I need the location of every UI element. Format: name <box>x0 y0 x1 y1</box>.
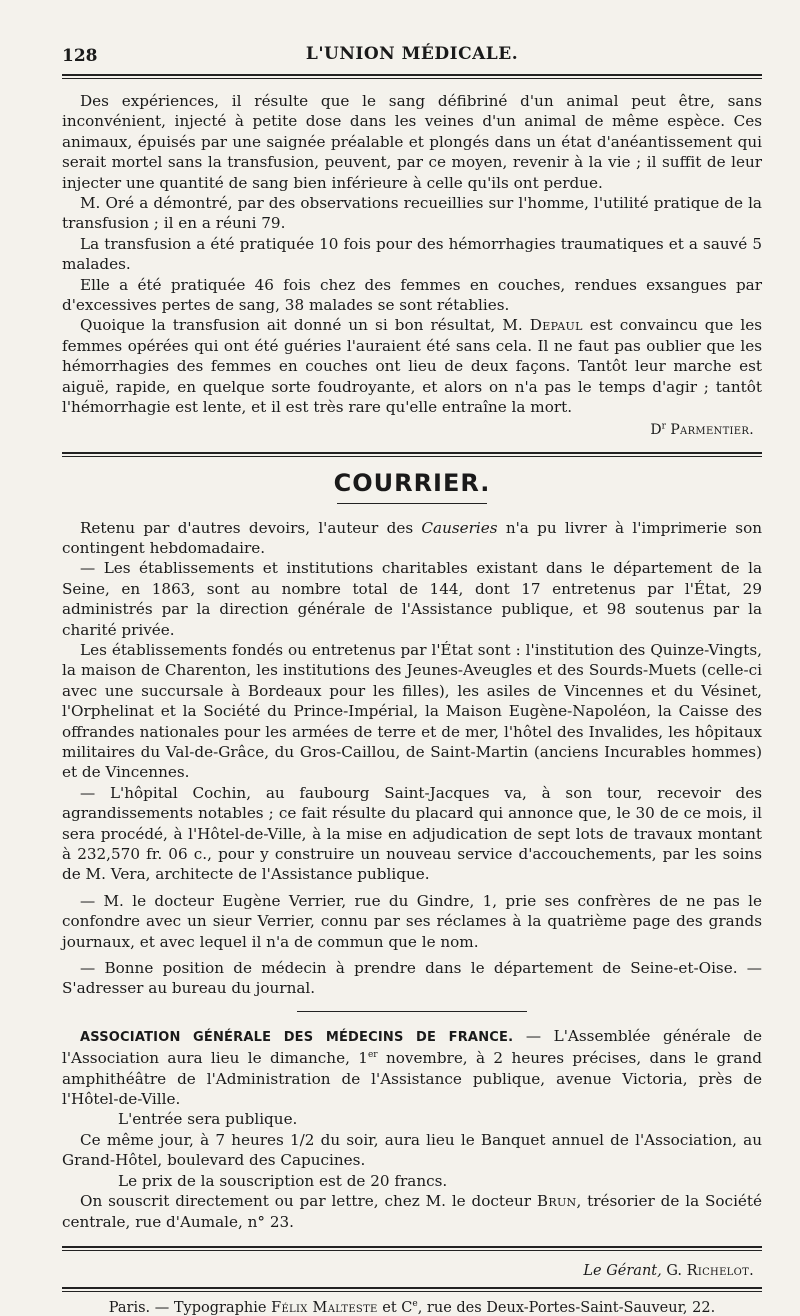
association-heading: ASSOCIATION GÉNÉRALE DES MÉDECINS DE FRANCE. <box>80 1029 514 1045</box>
gerant-line <box>62 1263 754 1279</box>
text-run: On souscrit directement ou par lettre, chez M. le docteur <box>80 1192 537 1211</box>
text-run: et C <box>377 1299 413 1316</box>
article-paragraph: La transfusion a été pratiquée 10 fois pour des hémorrhagies traumatiques et a sauvé 5 malades. <box>62 234 762 274</box>
article-paragraph: Elle a été pratiquée 46 fois chez des femmes en couches, rendues exsangues par d'excessives pertes de sang, 38 malades se sont rétablies. <box>62 275 762 315</box>
gerant-rule <box>62 1246 762 1251</box>
courrier-paragraph: — M. le docteur Eugène Verrier, rue du Gindre, 1, prie ses confrères de ne pas le confondre avec un sieur Verrier, connu par ses réclames à la quatrième page des grands journaux, et avec lequel il n'a de commun que le nom. <box>62 891 762 951</box>
courrier-paragraph: — L'hôpital Cochin, au faubourg Saint-Jacques va, à son tour, recevoir des agrandissements notables ; ce fait résulte du placard qui annonce que, le 30 de ce mois, il sera procédé, à l'Hôtel-de-Ville, à la mise en adjudication de sept lots de travaux montant à 232,570 fr. 06 c., pour y construire un nouveau service d'accouchements, par les soins de M. Vera, architecte de l'Assistance publique. <box>62 783 762 884</box>
superscript: e <box>412 1299 418 1310</box>
divider-rule <box>297 1011 527 1012</box>
article-paragraph-depaul <box>62 315 762 417</box>
running-title: L'UNION MÉDICALE. <box>305 44 519 64</box>
article-paragraph-ore: M. Oré a démontré, par des observations recueillies sur l'homme, l'utilité pratique de la transfusion ; il en a réuni 79. <box>62 194 762 233</box>
text-run: , trésorier de la Société centrale, rue d'Aumale, n° 23. <box>62 1192 763 1231</box>
association-paragraph: L'entrée sera publique. <box>118 1110 298 1129</box>
courrier-paragraph: Les établissements fondés ou entretenus par l'État sont : l'institution des Quinze-Vingts, la maison de Charenton, les institutions des Jeunes-Aveugles et des Sourds-Muets (celle-ci avec une succursale à Bordeaux pour les filles), les asiles de Vincennes et du Vésinet, l'Orphelinat et la Société du Prince-Impérial, la Maison Eugène-Napoléon, la Caisse des offrandes nationales pour les armées de terre et de mer, l'hôtel des Invalides, les hôpitaux militaires du Val-de-Grâce, du Gros-Caillou, de Saint-Martin (anciens Incurables hommes) et de Vincennes. <box>62 640 762 782</box>
courrier-paragraph <box>62 518 762 559</box>
printer-name: Félix Malteste <box>271 1299 378 1316</box>
section-association <box>62 1026 762 1232</box>
association-paragraph: Le prix de la souscription est de 20 francs. <box>118 1171 448 1190</box>
association-paragraph: Ce même jour, à 7 heures 1/2 du soir, aura lieu le Banquet annuel de l'Association, au Grand-Hôtel, boulevard des Capucines. <box>62 1130 762 1170</box>
page-number: 128 <box>62 46 98 66</box>
gerant-initial: G. <box>666 1262 687 1279</box>
section-title: COURRIER. <box>333 468 491 497</box>
text-run: — L'Assemblée générale de l'Association aura lieu le dimanche, 1 <box>62 1026 762 1068</box>
author-name-depaul: Depaul <box>529 316 583 335</box>
text-run: Quoique la transfusion ait donné un si bon résultat, M. <box>80 316 530 335</box>
printer-footer <box>62 1300 762 1316</box>
text-run: Retenu par d'autres devoirs, l'auteur des <box>80 518 422 537</box>
header-rule <box>62 74 762 79</box>
association-paragraph <box>62 1026 762 1110</box>
footer-rule <box>62 1287 762 1292</box>
text-run: n'a pu livrer à l'imprimerie son contingent hebdomadaire. <box>62 518 762 557</box>
association-paragraph <box>62 1191 762 1232</box>
superscript: er <box>367 1050 378 1061</box>
section-rule <box>62 452 762 457</box>
text-run: novembre, à 2 heures précises, dans le grand amphithéâtre de l'Administration de l'Assistance publique, avenue Victoria, près de l'Hôtel-de-Ville. <box>62 1049 762 1109</box>
signature-sup: r <box>661 420 666 431</box>
section-courrier <box>62 469 762 999</box>
courrier-paragraph: — Les établissements et institutions charitables existant dans le département de la Seine, en 1863, sont au nombre total de 144, dont 17 entretenus par l'État, 29 administrés par la direction générale de l'Assistance publique, et 98 soutenus par la charité privée. <box>62 559 762 639</box>
page-header <box>62 0 762 66</box>
article-paragraph: Des expériences, il résulte que le sang défibriné d'un animal peut être, sans inconvénient, injecté à petite dose dans les veines d'un animal de même espèce. Ces animaux, épuisés par une saignée préalable et plongés dans un état d'anéantissement qui serait mortel sans la transfusion, peuvent, par ce moyen, revenir à la vie ; il suffit de leur injecter une quantité de sang bien inférieure à celle qu'ils ont perdue. <box>62 92 762 192</box>
signature-name: Parmentier. <box>670 421 754 438</box>
courrier-paragraph: — Bonne position de médecin à prendre dans le département de Seine-et-Oise. — S'adresser au bureau du journal. <box>62 959 762 998</box>
signature-title: D <box>650 421 662 438</box>
gerant-name: Richelot. <box>686 1262 754 1279</box>
title-underline <box>337 503 487 504</box>
text-run: Paris. — Typographie <box>108 1299 272 1316</box>
gerant-label: Le Gérant, <box>583 1262 662 1279</box>
italic-title-causeries: Causeries <box>421 518 498 537</box>
article-transfusion <box>62 91 762 440</box>
text-run: est convaincu que les femmes opérées qui ont été guéries l'auraient été sans cela. Il ne faut pas oublier que les hémorrhagies des femmes en couches ont lieu de deux façons. Tantôt leur marche est aiguë, rapide, en quelque sorte foudroyante, et alors on n'a pas le temps d'agir ; tantôt l'hémorrhagie est lente, et il est très rare qu'elle entraîne la mort. <box>62 316 762 417</box>
author-name-brun: Brun <box>536 1192 577 1211</box>
text-run: , rue des Deux-Portes-Saint-Sauveur, 22. <box>417 1299 716 1316</box>
article-signature <box>62 420 762 440</box>
